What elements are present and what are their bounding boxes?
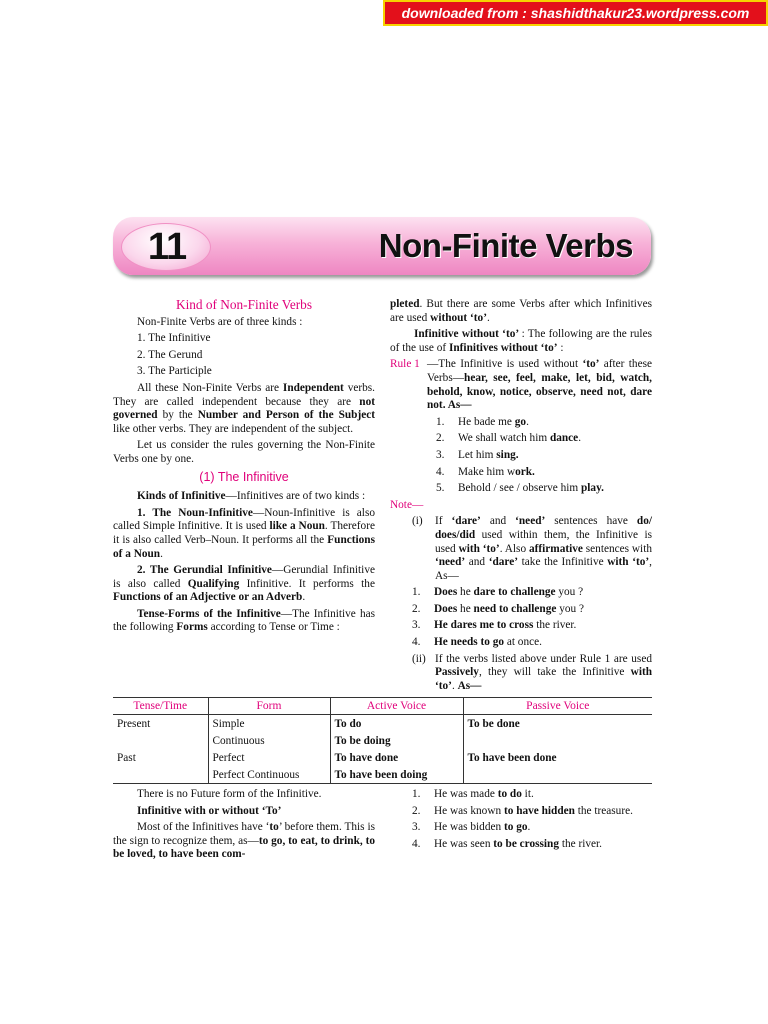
table-header: Passive Voice [463, 698, 652, 715]
list-item: 1. He bade me go. [436, 415, 529, 428]
table-cell: To be doing [330, 732, 463, 749]
list-item: 1. Does he dare to challenge you ? [412, 586, 584, 599]
chapter-number: 11 [147, 226, 187, 268]
table-header: Active Voice [330, 698, 463, 715]
table-header-row [113, 698, 652, 715]
table-cell: Continuous [208, 732, 330, 749]
note-i: (i) If ‘dare’ and ‘need’ sentences have do/ does/did used within them, the Infinitive is used with ‘to’. Also affirmative sentences with ‘need’ and ‘dare’ take the Infinitive with ‘to’, As— [412, 515, 652, 582]
list-item: 1. The Infinitive [137, 332, 211, 345]
note-ii: (ii) If the verbs listed above under Rule 1 are used Passively, they will take the Infinitive with ‘to’. As— [412, 652, 652, 692]
table-row [113, 715, 652, 733]
chapter-number-badge [121, 223, 211, 271]
bottom-left-column [113, 788, 375, 865]
list-item: 4. He was seen to be crossing the river. [412, 837, 602, 850]
paragraph: Let us consider the rules governing the Non-Finite Verbs one by one. [113, 439, 375, 465]
table-row [113, 766, 652, 784]
rule-label: Rule 1 [390, 358, 420, 371]
list-item: 1. He was made to do it. [412, 788, 534, 800]
list-item: 3. Let him sing. [436, 448, 519, 461]
table-cell [113, 766, 208, 784]
list-item: 3. He was bidden to go. [412, 821, 531, 834]
paragraph: 2. The Gerundial Infinitive—Gerundial Infinitive is also called Qualifying Infinitive. It performs the Functions of an Adjective or an Adverb. [113, 564, 375, 604]
table-cell: To have done [330, 749, 463, 766]
table-cell: Present [117, 717, 151, 730]
chapter-title: Non-Finite Verbs [378, 227, 633, 264]
list-item: 5. Behold / see / observe him play. [436, 482, 604, 495]
infinitive-forms-table [113, 697, 652, 784]
table-cell: To be done [463, 715, 652, 733]
right-column [390, 298, 652, 693]
table-cell: Perfect [208, 749, 330, 766]
list-item: 3. The Participle [137, 365, 212, 378]
paragraph: Most of the Infinitives have ‘to’ before them. This is the sign to recognize them, as—to go, to eat, to drink, to be loved, to have been com- [113, 821, 375, 861]
list-item: 3. He dares me to cross the river. [412, 619, 577, 632]
table-row [113, 749, 652, 766]
table-cell [463, 732, 652, 749]
paragraph: There is no Future form of the Infinitive. [137, 788, 322, 800]
table-cell: Perfect Continuous [208, 766, 330, 784]
paragraph: Non-Finite Verbs are of three kinds : [137, 315, 303, 328]
list-item: 4. Make him work. [436, 465, 535, 478]
table-cell [113, 732, 208, 749]
paragraph: pleted. But there are some Verbs after which Infinitives are used without ‘to’. [390, 298, 652, 324]
table-cell: To do [330, 715, 463, 733]
table-header: Tense/Time [113, 698, 208, 715]
paragraph: Kinds of Infinitive—Infinitives are of two kinds : [137, 490, 366, 503]
rule-text: —The Infinitive is used without ‘to’ after these Verbs—hear, see, feel, make, let, bid, watch, behold, know, notice, observe, need not, dare not. As— [427, 358, 652, 412]
paragraph: 1. The Noun-Infinitive—Noun-Infinitive is also called Simple Infinitive. It is used like a Noun. Therefore it is also called Verb–Noun. It performs all the Functions of a Noun. [113, 506, 375, 560]
chapter-header [113, 217, 651, 275]
table-cell: Simple [208, 715, 330, 733]
paragraph: Tense-Forms of the Infinitive—The Infinitive has the following Forms according to Tense or Time : [113, 607, 376, 634]
section-subheading: (1) The Infinitive [199, 469, 289, 484]
table-header: Form [208, 698, 330, 715]
list-item: 2. We shall watch him dance. [436, 432, 582, 445]
table-cell: To have been done [463, 749, 652, 766]
note-label: Note— [390, 498, 424, 511]
list-item: 2. The Gerund [137, 348, 203, 361]
list-item: 2. Does he need to challenge you ? [412, 602, 584, 615]
list-item: 4. He needs to go at once. [412, 636, 542, 649]
section-heading: Kind of Non-Finite Verbs [175, 297, 313, 312]
paragraph: All these Non-Finite Verbs are Independent verbs. They are called independent because they are not governed by the Number and Person of the Subject like other verbs. They are independent of the subject. [113, 381, 376, 435]
table-cell: Past [117, 751, 136, 764]
source-banner: downloaded from : shashidthakur23.wordpress.com [383, 0, 768, 26]
table-row [113, 732, 652, 749]
subheading: Infinitive with or without ‘To’ [137, 804, 282, 817]
bottom-right-column [412, 788, 652, 854]
table-cell [463, 766, 652, 784]
paragraph: Infinitive without ‘to’ : The following are the rules of the use of Infinitives without ‘to’ : [390, 328, 652, 354]
list-item: 2. He was known to have hidden the treasure. [412, 804, 633, 817]
left-column [113, 298, 375, 638]
rule-1 [390, 358, 652, 412]
table-cell: To have been doing [330, 766, 463, 784]
